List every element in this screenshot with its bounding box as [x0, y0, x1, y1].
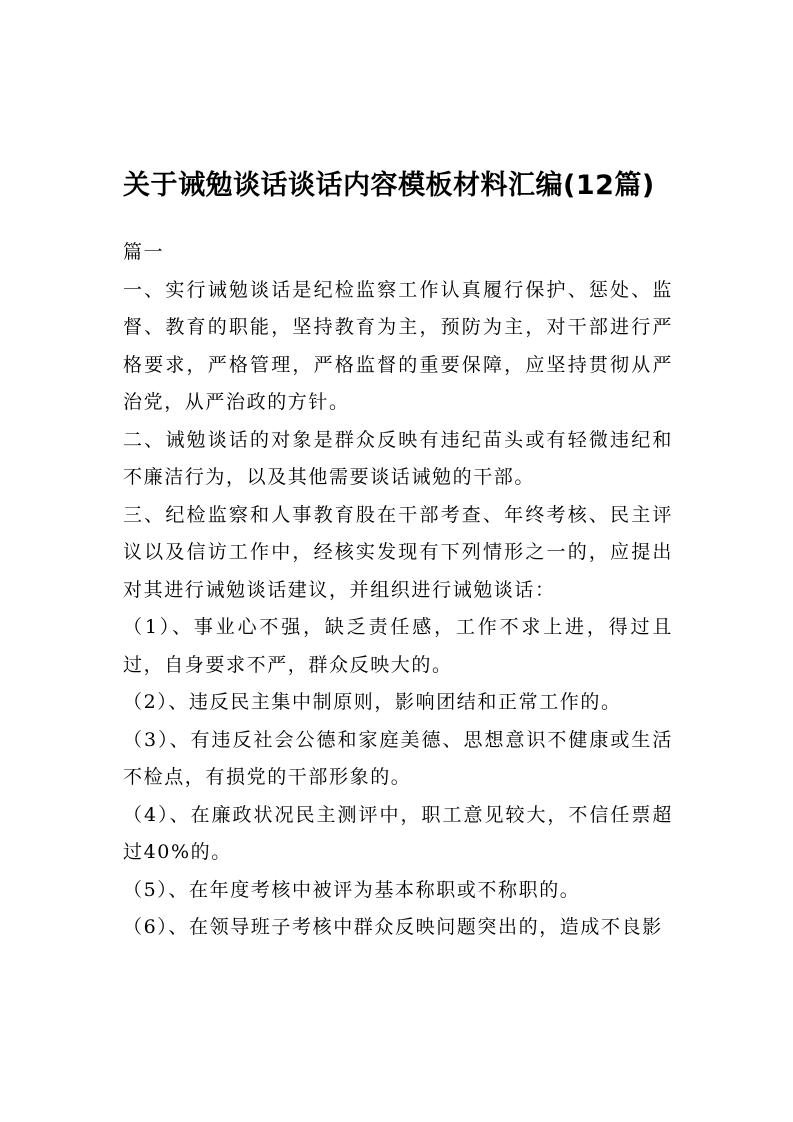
list-item-6: （6）、在领导班子考核中群众反映问题突出的，造成不良影 [123, 916, 663, 938]
paragraph-2: 二、诫勉谈话的对象是群众反映有违纪苗头或有轻微违纪和不廉洁行为，以及其他需要谈话诫勉的干部。 [123, 428, 673, 488]
document-title: 关于诫勉谈话谈话内容模板材料汇编(12篇) [123, 170, 655, 201]
list-item-2: （2）、违反民主集中制原则，影响团结和正常工作的。 [123, 691, 622, 713]
list-item-1: （1）、事业心不强，缺乏责任感，工作不求上进，得过且过，自身要求不严，群众反映大的。 [123, 616, 673, 676]
list-item-5: （5）、在年度考核中被评为基本称职或不称职的。 [123, 878, 581, 901]
section-label: 篇一 [123, 241, 165, 263]
paragraph-1: 一、实行诫勉谈话是纪检监察工作认真履行保护、惩处、监督、教育的职能，坚持教育为主，预防为主，对干部进行严格要求，严格管理，严格监督的重要保障，应坚持贯彻从严治党，从严治政的方针。 [123, 278, 673, 413]
paragraph-3: 三、纪检监察和人事教育股在干部考查、年终考核、民主评议以及信访工作中，经核实发现有下列情形之一的，应提出对其进行诫勉谈话建议，并组织进行诫勉谈话： [123, 503, 673, 601]
list-item-4: （4）、在廉政状况民主测评中，职工意见较大，不信任票超过40%的。 [123, 803, 673, 863]
document-body [123, 234, 673, 947]
list-item-3: （3）、有违反社会公德和家庭美德、思想意识不健康或生活不检点，有损党的干部形象的。 [123, 728, 673, 788]
